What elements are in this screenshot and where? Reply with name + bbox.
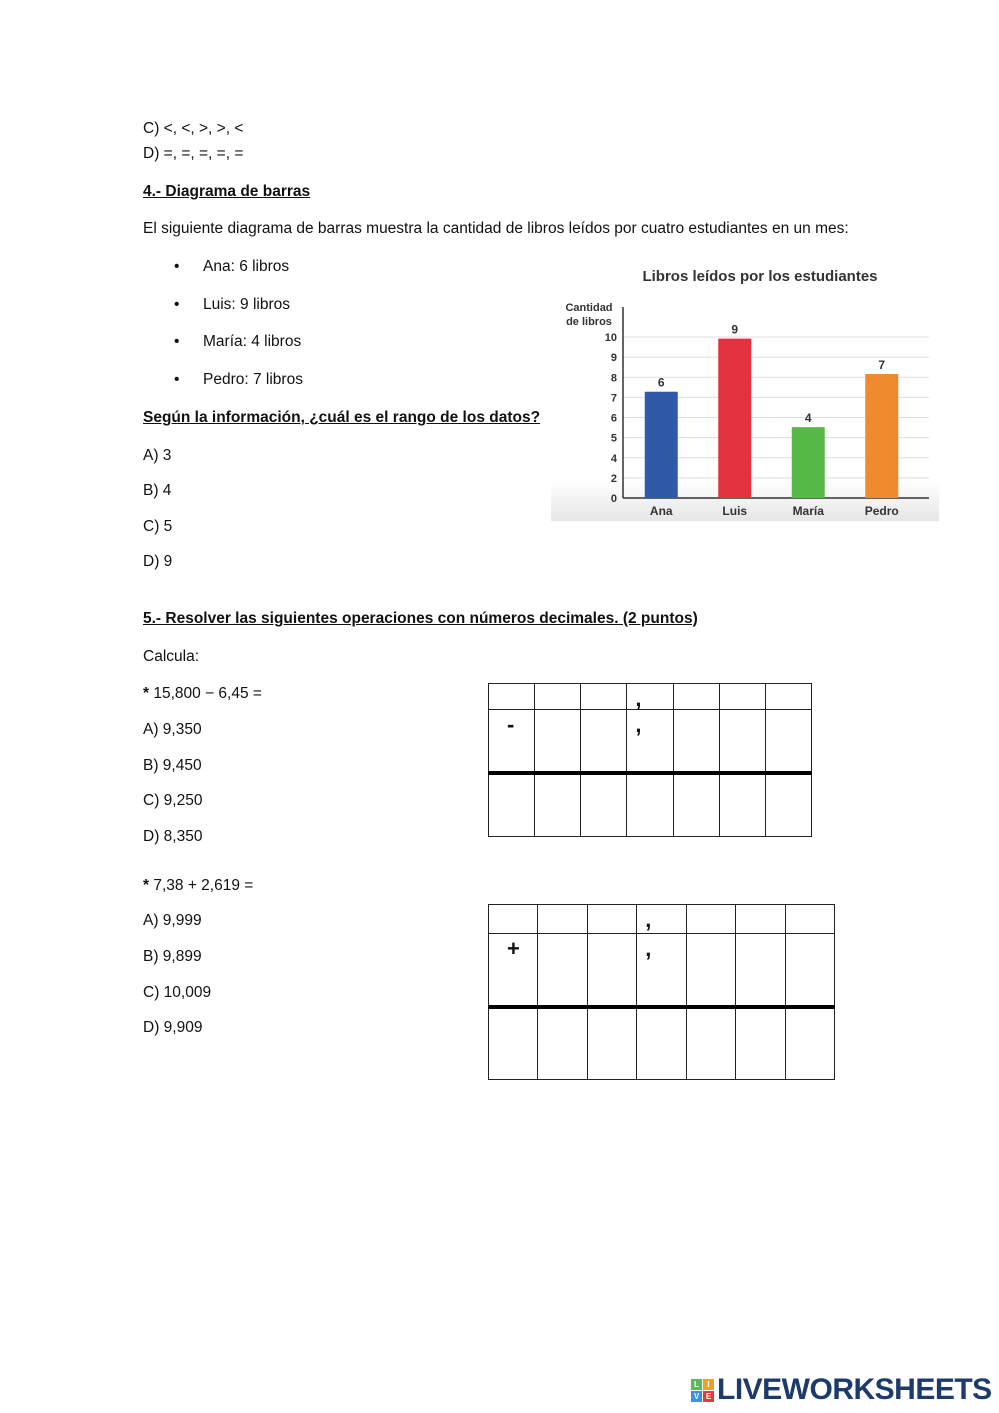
bar-ana — [645, 392, 678, 498]
bar-luis — [718, 339, 751, 498]
q5-title: 5.- Resolver las siguientes operaciones con números decimales. (2 puntos) — [143, 610, 698, 627]
op2-expr: 7,38 + 2,619 = — [149, 877, 254, 894]
grid-cell[interactable] — [587, 905, 636, 934]
grid-cell[interactable] — [535, 709, 581, 773]
grid-cell[interactable] — [535, 684, 581, 710]
op1-expr: 15,800 − 6,45 = — [149, 685, 262, 702]
addition-grid — [488, 904, 835, 1080]
op2-option-d[interactable]: D) 9,909 — [143, 1019, 203, 1036]
bullet-icon: • — [174, 258, 180, 275]
y-tick-label: 2 — [610, 472, 617, 485]
grid-cell[interactable] — [587, 934, 636, 1007]
calcula-label: Calcula: — [143, 648, 199, 665]
op1-option-a[interactable]: A) 9,350 — [143, 721, 202, 738]
y-tick-label: 5 — [610, 432, 617, 445]
liveworksheets-logo: L I V E LIVEWORKSHEETS — [691, 1373, 992, 1407]
bullet-icon: • — [174, 371, 180, 388]
grid-cell[interactable] — [673, 684, 719, 710]
decimal-comma: , — [645, 936, 652, 962]
grid-cell[interactable] — [736, 905, 785, 934]
grid-cell[interactable] — [673, 773, 719, 837]
star: * — [143, 877, 150, 894]
bullet-item: María: 4 libros — [203, 333, 302, 350]
grid-row — [489, 905, 835, 934]
grid-cell[interactable] — [538, 1007, 587, 1080]
operator-sign: - — [507, 711, 515, 737]
subtraction-grid — [488, 683, 812, 837]
grid-cell[interactable] — [719, 709, 765, 773]
q4-option-a[interactable]: A) 3 — [143, 447, 172, 464]
grid-cell[interactable] — [489, 684, 535, 710]
grid-cell[interactable] — [587, 1007, 636, 1080]
op2-option-a[interactable]: A) 9,999 — [143, 912, 202, 929]
op1-option-b[interactable]: B) 9,450 — [143, 757, 202, 774]
bullet-item: Ana: 6 libros — [203, 258, 290, 275]
x-tick-label: Luis — [722, 504, 748, 518]
y-tick-label: 0 — [610, 493, 617, 505]
x-tick-label: Ana — [649, 504, 673, 518]
y-tick-label: 8 — [610, 372, 617, 385]
grid-row — [489, 934, 835, 1007]
grid-cell[interactable] — [637, 934, 686, 1007]
op1-expression — [143, 685, 262, 703]
q4-option-b[interactable]: B) 4 — [143, 482, 172, 499]
grid-cell[interactable] — [581, 684, 627, 710]
bar-chart — [551, 252, 939, 521]
grid-cell[interactable] — [581, 709, 627, 773]
bar-maría — [792, 427, 825, 498]
y-tick-label: 7 — [610, 392, 617, 405]
grid-row — [489, 709, 812, 773]
y-tick-label: 10 — [604, 332, 617, 344]
op2-option-c[interactable]: C) 10,009 — [143, 984, 212, 1001]
y-tick-label: 9 — [610, 352, 617, 365]
grid-cell[interactable] — [627, 684, 673, 710]
grid-cell[interactable] — [785, 1007, 834, 1080]
grid-cell[interactable] — [489, 773, 535, 837]
op2-option-b[interactable]: B) 9,899 — [143, 948, 202, 965]
grid-cell[interactable] — [686, 1007, 735, 1080]
data-label: 4 — [804, 411, 812, 426]
grid-cell[interactable] — [489, 905, 538, 934]
grid-cell[interactable] — [686, 905, 735, 934]
operator-sign: + — [507, 936, 520, 962]
grid-cell[interactable] — [489, 709, 535, 773]
bullet-icon: • — [174, 333, 180, 350]
grid-row — [489, 684, 812, 710]
data-label: 9 — [731, 322, 739, 337]
bullet-item: Pedro: 7 libros — [203, 371, 303, 388]
grid-cell[interactable] — [736, 934, 785, 1007]
grid-cell[interactable] — [736, 1007, 785, 1080]
chart-title: Libros leídos por los estudiantes — [642, 268, 878, 285]
grid-cell[interactable] — [765, 773, 811, 837]
grid-cell[interactable] — [785, 934, 834, 1007]
grid-cell[interactable] — [627, 709, 673, 773]
y-tick-label: 4 — [610, 452, 617, 465]
bullet-icon: • — [174, 296, 180, 313]
grid-cell[interactable] — [765, 684, 811, 710]
grid-cell[interactable] — [719, 684, 765, 710]
q3-option-d: D) =, =, =, =, = — [143, 145, 244, 162]
data-label: 7 — [878, 358, 886, 373]
grid-cell[interactable] — [673, 709, 719, 773]
decimal-comma: , — [635, 686, 642, 711]
grid-cell[interactable] — [535, 773, 581, 837]
decimal-comma: , — [645, 907, 652, 932]
q4-option-c[interactable]: C) 5 — [143, 518, 173, 535]
q4-intro: El siguiente diagrama de barras muestra la cantidad de libros leídos por cuatro estudiantes en un mes: — [143, 220, 849, 237]
grid-cell[interactable] — [538, 934, 587, 1007]
y-tick-label: 6 — [610, 412, 617, 425]
grid-cell[interactable] — [719, 773, 765, 837]
y-axis-label: de libros — [566, 316, 612, 328]
star: * — [143, 685, 150, 702]
grid-cell[interactable] — [627, 773, 673, 837]
decimal-comma: , — [635, 711, 642, 737]
grid-cell[interactable] — [581, 773, 627, 837]
q4-title: 4.- Diagrama de barras — [143, 183, 311, 200]
grid-row — [489, 773, 812, 837]
y-axis-label: Cantidad — [565, 302, 613, 314]
grid-cell[interactable] — [785, 905, 834, 934]
op1-option-d[interactable]: D) 8,350 — [143, 828, 203, 845]
op1-option-c[interactable]: C) 9,250 — [143, 792, 203, 809]
bullet-item: Luis: 9 libros — [203, 296, 291, 313]
grid-cell[interactable] — [686, 934, 735, 1007]
bar-pedro — [865, 374, 898, 498]
x-tick-label: María — [792, 504, 824, 518]
x-tick-label: Pedro — [864, 504, 899, 518]
grid-cell[interactable] — [489, 934, 538, 1007]
q3-option-c: C) <, <, >, >, < — [143, 120, 244, 137]
grid-cell[interactable] — [637, 905, 686, 934]
grid-row — [489, 1007, 835, 1080]
grid-cell[interactable] — [637, 1007, 686, 1080]
q4-option-d[interactable]: D) 9 — [143, 553, 173, 570]
grid-cell[interactable] — [489, 1007, 538, 1080]
op2-expression — [143, 877, 253, 895]
grid-cell[interactable] — [538, 905, 587, 934]
q4-question: Según la información, ¿cuál es el rango de los datos? — [143, 409, 541, 426]
grid-cell[interactable] — [765, 709, 811, 773]
data-label: 6 — [657, 375, 665, 390]
